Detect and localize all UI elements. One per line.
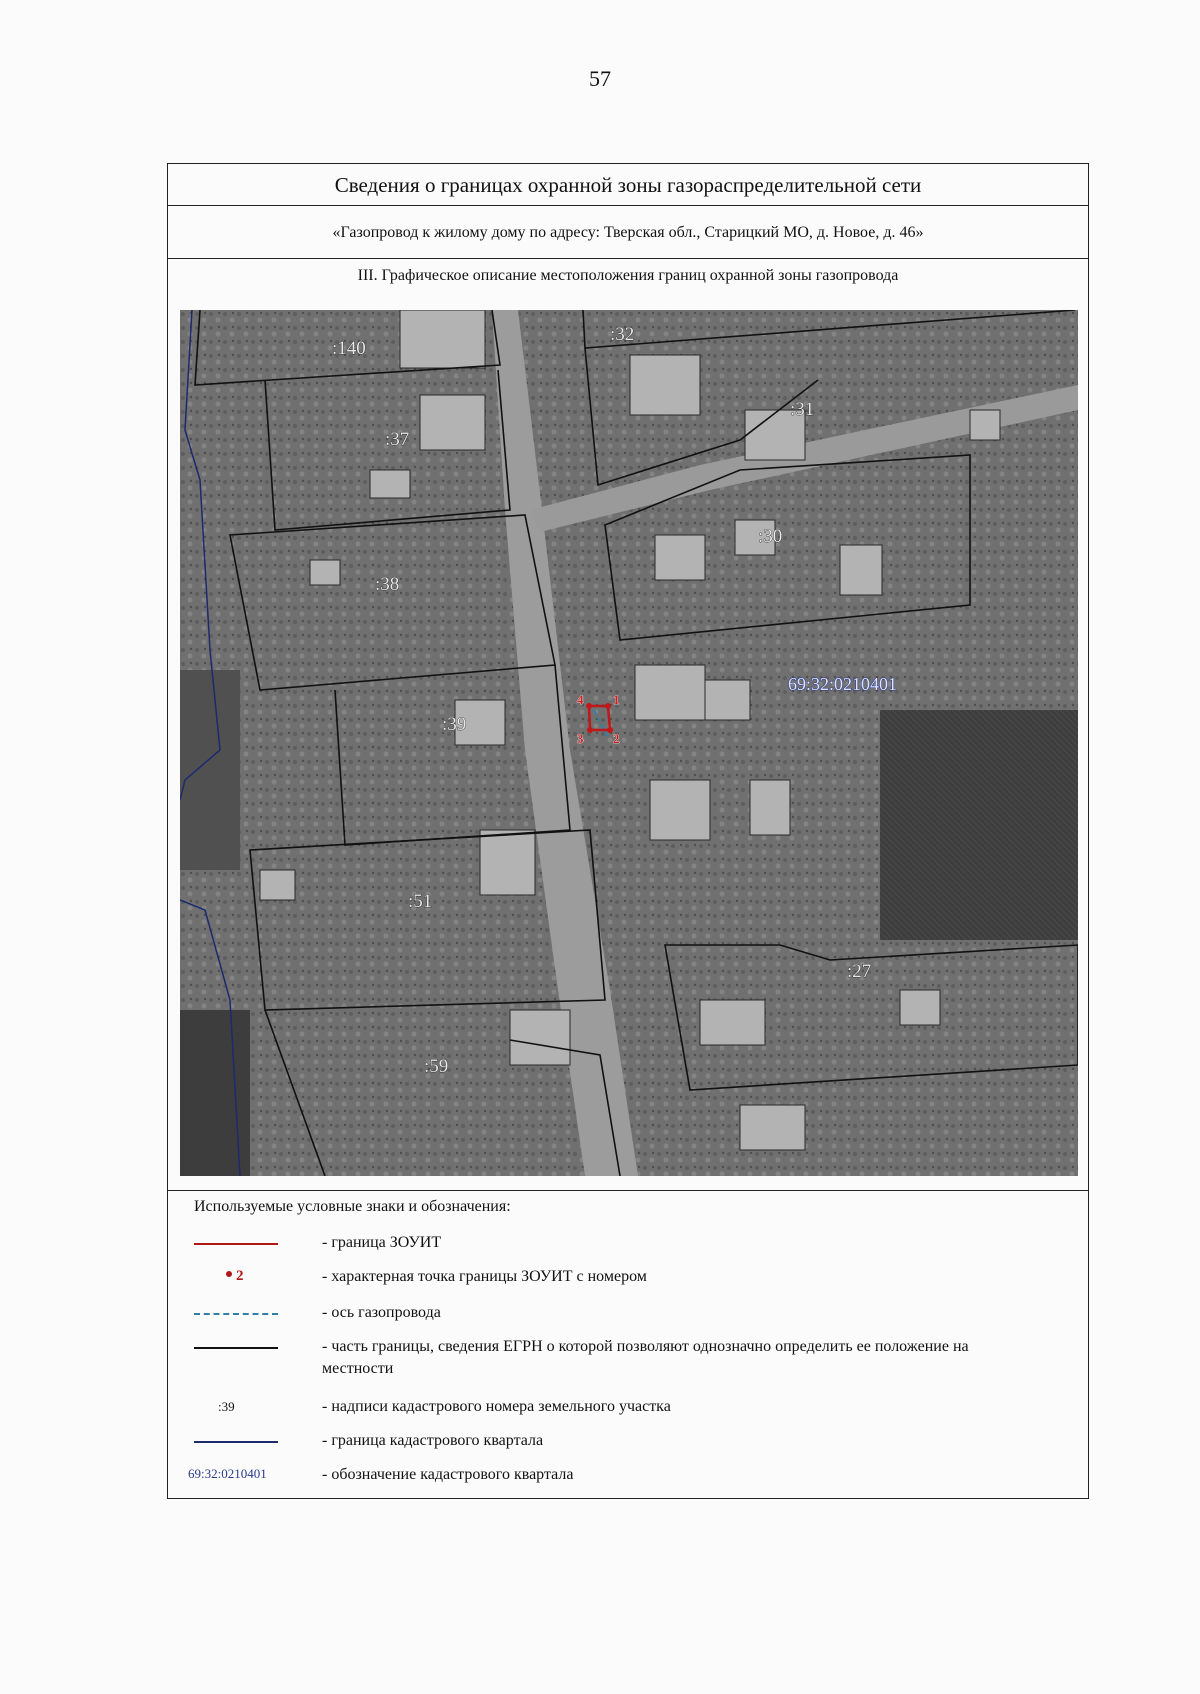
legend-symbol-blue-line	[188, 1430, 284, 1454]
document-frame	[167, 163, 1089, 1499]
object-name: «Газопровод к жилому дому по адресу: Тверская обл., Старицкий МО, д. Новое, д. 46»	[168, 206, 1088, 259]
document-title: Сведения о границах охранной зоны газораспределительной сети	[168, 164, 1088, 206]
parcel-label-37: :37	[385, 429, 410, 450]
legend-symbol-red-point	[188, 1266, 284, 1290]
parcel-label-39: :39	[442, 714, 467, 735]
parcel-label-59: :59	[424, 1056, 449, 1077]
legend-symbol-label	[188, 1396, 284, 1420]
parcel-label-38: :38	[375, 574, 400, 595]
point-label-3: 3	[577, 731, 584, 746]
legend-symbol-black-line	[188, 1336, 284, 1360]
legend-text: - граница ЗОУИТ	[322, 1234, 442, 1251]
parcel-label-140: :140	[332, 338, 366, 359]
page-number: 57	[589, 66, 611, 91]
legend-text: - надписи кадастрового номера земельного участка	[322, 1398, 671, 1415]
legend-symbol-red-line	[188, 1232, 284, 1256]
parcel-label-30: :30	[758, 526, 783, 547]
parcel-label-51: :51	[408, 891, 433, 912]
point-1-marker	[605, 703, 611, 709]
parcel-label-31: :31	[790, 399, 815, 420]
section-title: III. Графическое описание местоположения границ охранной зоны газопровода	[357, 267, 899, 284]
legend-text: - граница кадастрового квартала	[322, 1432, 544, 1449]
point-label-1: 1	[613, 692, 620, 707]
legend-symbol-quarter-label	[188, 1464, 284, 1488]
legend-symbol-dashed-line	[188, 1302, 284, 1326]
dark-field	[880, 710, 1078, 940]
map-canvas	[180, 310, 1078, 1176]
point-label-4: 4	[577, 692, 584, 707]
aerial-map	[180, 310, 1078, 1176]
legend-text: - обозначение кадастрового квартала	[322, 1466, 574, 1483]
point-3-marker	[587, 727, 593, 733]
legend-separator	[168, 1190, 1088, 1191]
tree-belt-south	[180, 1010, 250, 1176]
point-4-marker	[586, 703, 592, 709]
parcel-label-32: :32	[610, 324, 635, 345]
legend-quarter-sample: 69:32:0210401	[188, 1466, 267, 1481]
tree-belt	[180, 670, 240, 870]
legend-text: - характерная точка границы ЗОУИТ с номером	[322, 1268, 647, 1285]
legend-heading: Используемые условные знаки и обозначения:	[194, 1198, 511, 1215]
legend-point-number: 2	[236, 1268, 244, 1284]
legend-parcel-sample: :39	[218, 1399, 235, 1414]
legend-text: - часть границы, сведения ЕГРН о которой позволяют однозначно определить ее положение на местности	[322, 1338, 969, 1377]
parcel-label-27: :27	[847, 961, 872, 982]
point-label-2: 2	[613, 731, 620, 746]
legend-text: - ось газопровода	[322, 1304, 441, 1321]
quarter-label: 69:32:0210401	[788, 674, 898, 694]
